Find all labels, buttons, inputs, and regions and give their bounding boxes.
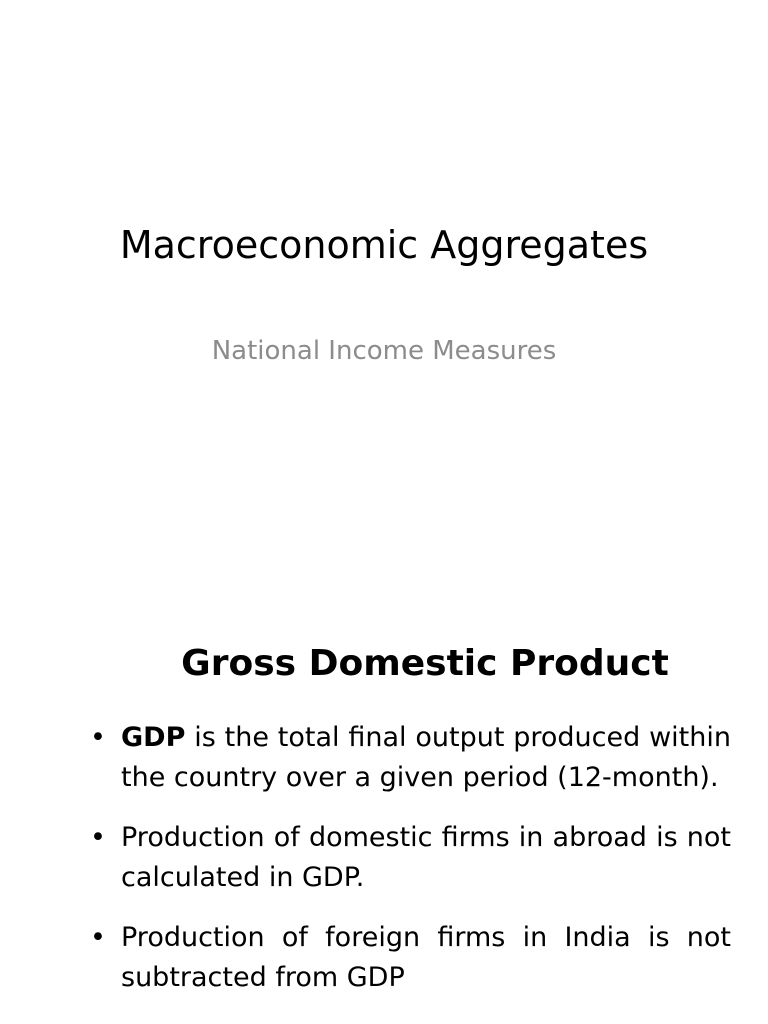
bullet-icon: • xyxy=(90,822,106,853)
slide-subtitle: National Income Measures xyxy=(211,336,557,366)
bullet-icon: • xyxy=(90,922,106,953)
bullet-item xyxy=(90,818,731,898)
bullet-text: Production of foreign firms in India is not subtracted from GDP xyxy=(121,922,731,993)
slide-title: Macroeconomic Aggregates xyxy=(119,223,649,267)
bullet-bold-term: GDP xyxy=(121,722,186,753)
bullet-icon: • xyxy=(90,722,106,753)
gdp-slide xyxy=(0,576,768,1024)
bullet-item xyxy=(90,918,731,998)
bullet-text: Production of domestic firms in abroad is not calculated in GDP. xyxy=(121,822,731,893)
bullet-text: is the total final output produced within the country over a given period (12-month). xyxy=(121,722,731,793)
bullet-list xyxy=(90,718,731,1018)
bullet-item xyxy=(90,718,731,798)
slide-heading: Gross Domestic Product xyxy=(181,643,669,684)
